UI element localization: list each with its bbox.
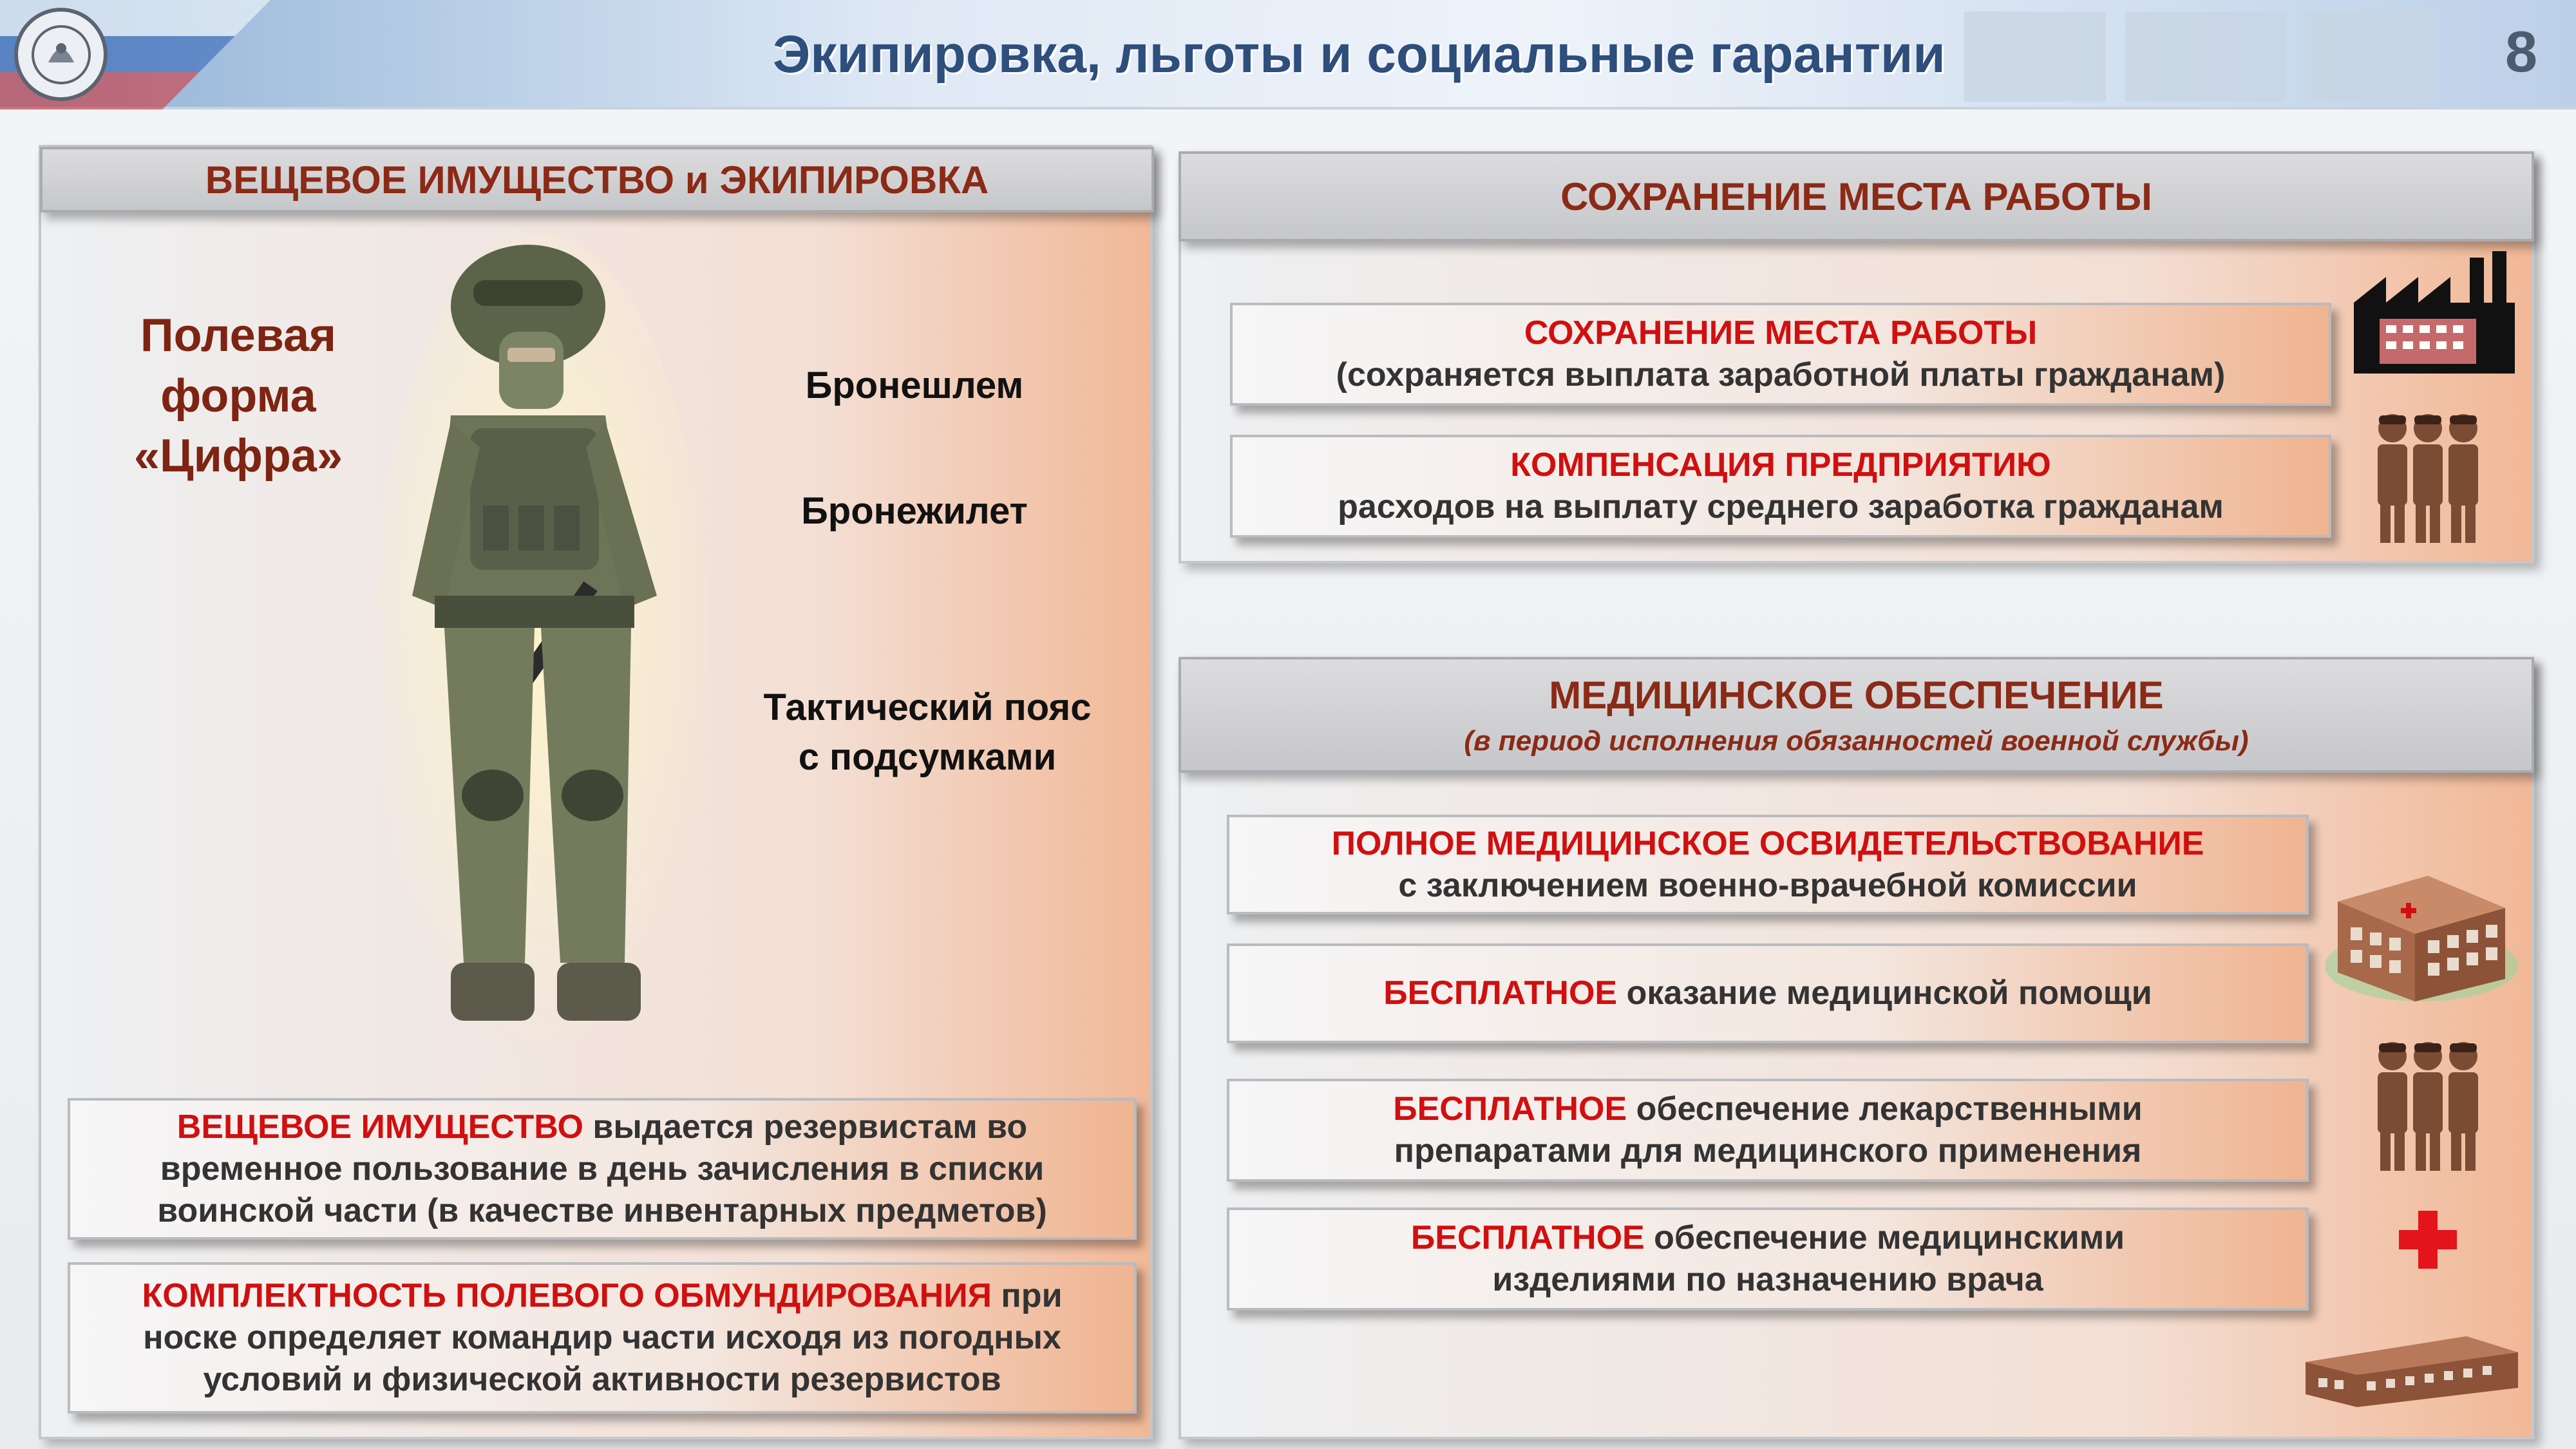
workplace-item-2-highlight: КОМПЕНСАЦИЯ ПРЕДПРИЯТИЮ	[1510, 446, 2051, 484]
clinic-building-icon	[2306, 1323, 2518, 1407]
workers-group-icon	[2370, 409, 2486, 544]
header-bar	[0, 0, 2576, 109]
uniform-completeness-box	[68, 1262, 1137, 1414]
workplace-item-2-text: расходов на выплату среднего заработка гражданам	[1338, 488, 2224, 526]
medical-item-3-text: обеспечение лекарственными препаратами для медицинского применения	[1394, 1090, 2143, 1170]
medical-item-4-line	[1397, 1217, 2139, 1301]
equipment-header-title: ВЕЩЕВОЕ ИМУЩЕСТВО и ЭКИПИРОВКА	[205, 158, 989, 202]
medical-item-4-text: обеспечение медицинскими изделиями по назначению врача	[1492, 1219, 2125, 1298]
workplace-header-title: СОХРАНЕНИЕ МЕСТА РАБОТЫ	[1560, 175, 2152, 218]
medical-item-4-highlight: БЕСПЛАТНОЕ	[1410, 1219, 1645, 1256]
tactical-belt-label	[721, 686, 1133, 779]
hospital-building-icon	[2325, 857, 2518, 1005]
medical-item-1-text: с заключением военно-врачебной комиссии	[1398, 866, 2137, 904]
tactical-belt-line1: Тактический пояс	[763, 687, 1092, 728]
building-silhouette	[2306, 12, 2434, 102]
page-title: Экипировка, льготы и социальные гарантии	[773, 25, 1946, 84]
uniform-completeness-highlight: КОМПЛЕКТНОСТЬ ПОЛЕВОГО ОБМУНДИРОВАНИЯ	[142, 1277, 992, 1314]
workplace-item-1-text: (сохраняется выплата заработной платы гражданам)	[1336, 356, 2226, 393]
medical-item-1-highlight: ПОЛНОЕ МЕДИЦИНСКОЕ ОСВИДЕТЕЛЬСТВОВАНИЕ	[1331, 824, 2204, 862]
medical-item-2-line	[1383, 972, 2152, 1014]
uniform-completeness-text	[96, 1275, 1108, 1401]
medical-item-3-line	[1307, 1088, 2229, 1172]
medical-item-1	[1227, 815, 2309, 914]
workplace-item-1-highlight: СОХРАНЕНИЕ МЕСТА РАБОТЫ	[1524, 314, 2038, 352]
factory-icon	[2354, 251, 2515, 374]
clothing-property-highlight: ВЕЩЕВОЕ ИМУЩЕСТВО	[176, 1108, 583, 1146]
medical-panel	[1179, 657, 2534, 1439]
vest-label: Бронежилет	[801, 490, 1028, 532]
medical-item-4	[1227, 1208, 2309, 1311]
clothing-property-text	[96, 1106, 1108, 1232]
medical-item-2-text: оказание медицинской помощи	[1617, 974, 2152, 1012]
tactical-belt-line2: с подсумками	[798, 736, 1057, 778]
workplace-panel-header	[1179, 151, 2534, 242]
workplace-item-2	[1230, 435, 2331, 538]
workplace-item-1	[1230, 303, 2331, 406]
medical-item-3-highlight: БЕСПЛАТНОЕ	[1393, 1090, 1627, 1128]
uniform-completeness-body: при носке определяет командир части исходя из погодных условий и физической активности резервистов	[143, 1277, 1063, 1398]
medical-header-subtitle: (в период исполнения обязанностей военной службы)	[1464, 724, 2249, 757]
page-number: 8	[2505, 20, 2537, 84]
medical-item-3	[1227, 1079, 2309, 1182]
helmet-label: Бронешлем	[805, 365, 1024, 406]
workers-group-icon	[2370, 1037, 2486, 1172]
clothing-property-box	[68, 1098, 1137, 1240]
medical-header-title: МЕДИЦИНСКОЕ ОБЕСПЕЧЕНИЕ	[1549, 673, 2164, 717]
field-uniform-title: Полевая форма «Цифра»	[134, 310, 343, 482]
building-silhouette	[2125, 12, 2286, 102]
red-cross-icon	[2396, 1208, 2460, 1272]
equipment-panel-header	[40, 147, 1154, 213]
medical-item-2	[1227, 943, 2309, 1043]
medical-panel-header	[1179, 657, 2534, 773]
medical-item-2-highlight: БЕСПЛАТНОЕ	[1383, 974, 1618, 1012]
soldier-figure-icon	[374, 235, 708, 1059]
clothing-property-body: выдается резервистам во временное пользование в день зачисления в списки воинской части (в качестве инвентарных предметов)	[157, 1108, 1047, 1229]
emblem-seal-icon	[14, 8, 108, 101]
